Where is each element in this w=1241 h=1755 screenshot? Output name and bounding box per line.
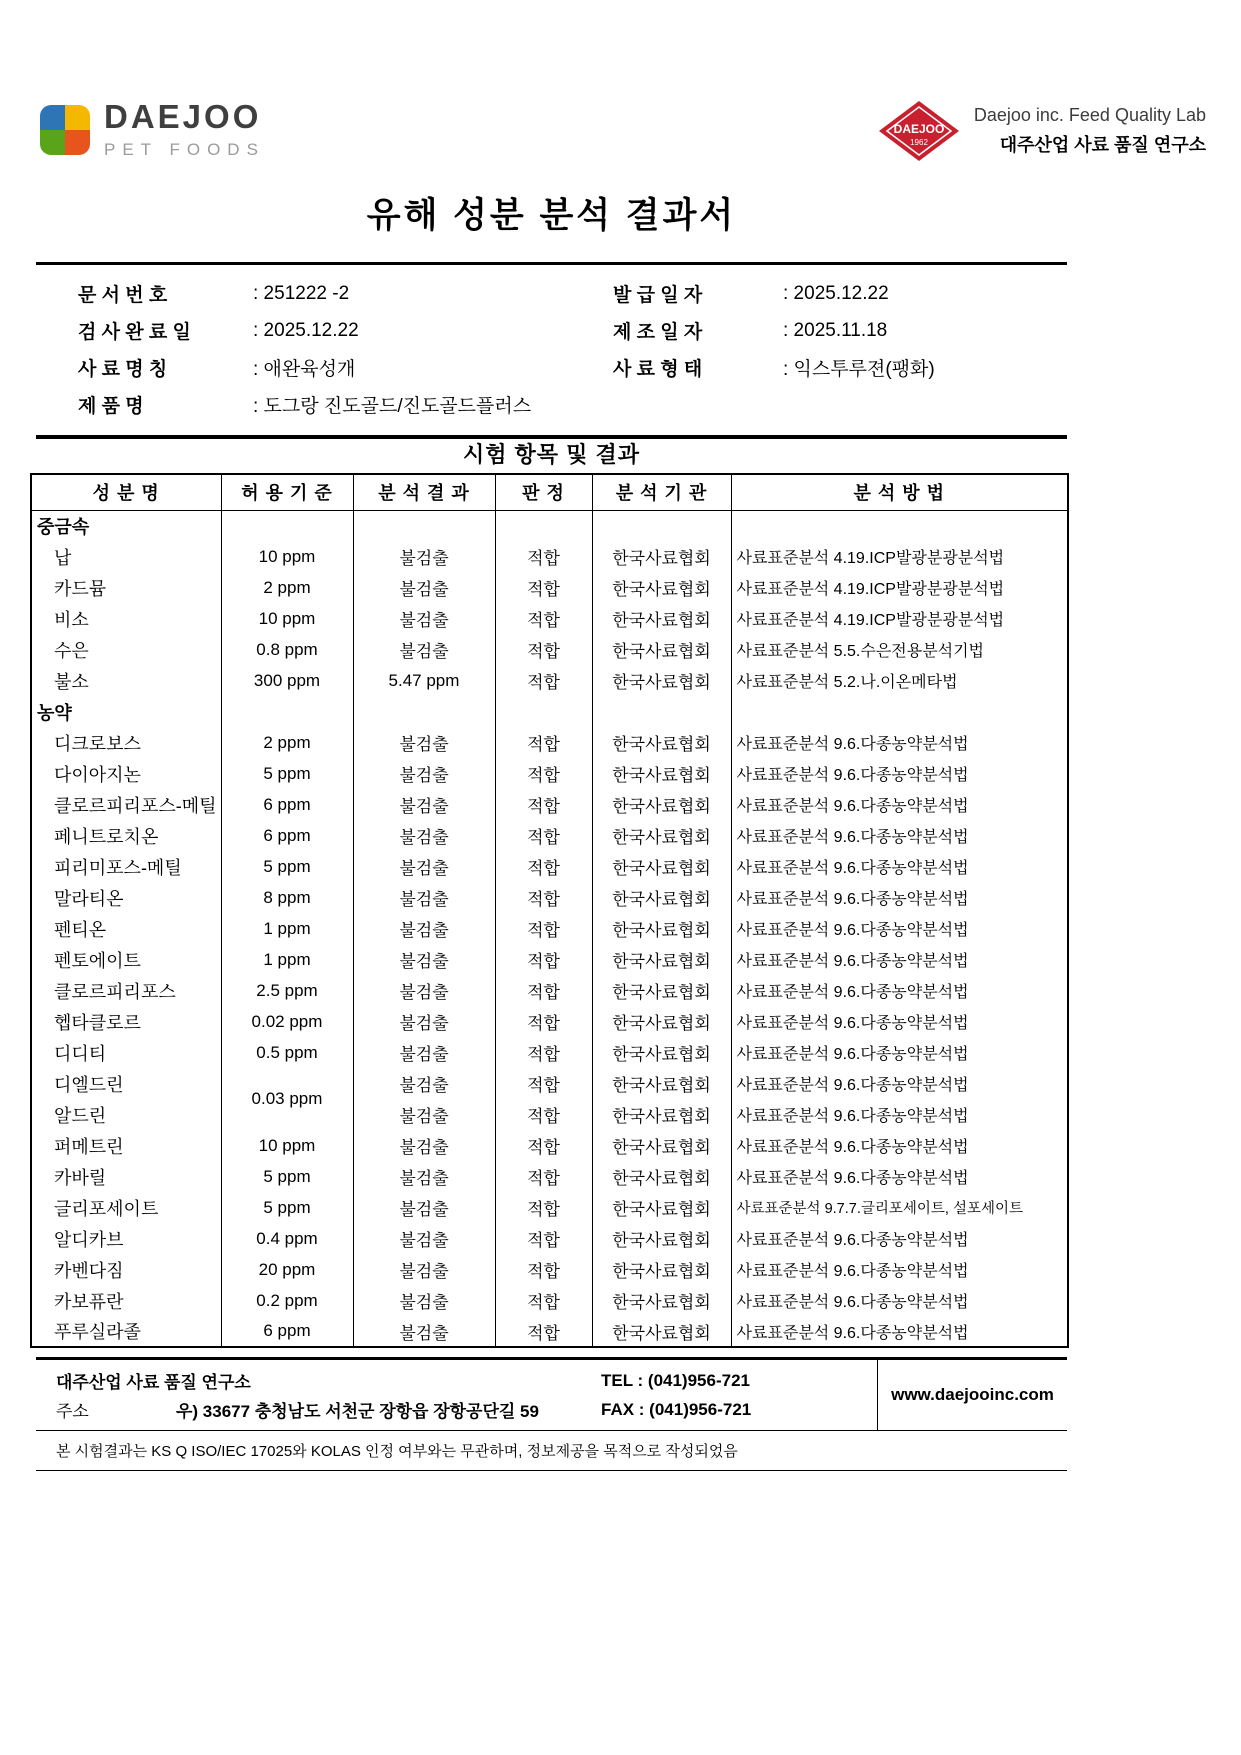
result-cell: 불검출 <box>353 541 495 572</box>
verdict-cell: 적합 <box>495 789 592 820</box>
results-table-body <box>31 510 1068 1347</box>
verdict-cell: 적합 <box>495 1285 592 1316</box>
verdict-cell: 적합 <box>495 882 592 913</box>
org-cell: 한국사료협회 <box>592 789 731 820</box>
method-cell: 사료표준분석 9.6.다종농약분석법 <box>731 851 1068 882</box>
feed-name-label: 사 료 명 칭 <box>78 359 168 380</box>
result-row <box>31 1254 1068 1285</box>
limit-cell: 8 ppm <box>221 882 353 913</box>
result-cell: 불검출 <box>353 975 495 1006</box>
limit-cell: 10 ppm <box>221 1130 353 1161</box>
footer-info <box>36 1360 877 1430</box>
name-cell: 피리미포스-메틸 <box>31 851 221 882</box>
empty-cell <box>353 510 495 541</box>
method-cell: 사료표준분석 9.6.다종농약분석법 <box>731 727 1068 758</box>
result-cell: 불검출 <box>353 1006 495 1037</box>
org-cell: 한국사료협회 <box>592 1037 731 1068</box>
verdict-cell: 적합 <box>495 665 592 696</box>
limit-cell: 0.2 ppm <box>221 1285 353 1316</box>
name-cell: 펜티온 <box>31 913 221 944</box>
footer-website-link[interactable]: www.daejooinc.com <box>877 1360 1067 1430</box>
lab-identity <box>878 100 1206 162</box>
result-row <box>31 1223 1068 1254</box>
verdict-cell: 적합 <box>495 572 592 603</box>
empty-cell <box>495 510 592 541</box>
empty-cell <box>221 510 353 541</box>
verdict-cell: 적합 <box>495 913 592 944</box>
result-cell: 불검출 <box>353 1254 495 1285</box>
col-method-header: 분 석 방 법 <box>731 474 1068 510</box>
result-cell: 불검출 <box>353 572 495 603</box>
test-complete-date-value: : 2025.12.22 <box>253 319 359 341</box>
footer-address: 우) 33677 충청남도 서천군 장항읍 장항공단길 59 <box>176 1402 539 1421</box>
doc-number-label: 문 서 번 호 <box>78 285 168 306</box>
name-cell: 말라티온 <box>31 882 221 913</box>
result-row <box>31 1099 1068 1130</box>
limit-cell: 6 ppm <box>221 789 353 820</box>
limit-cell: 6 ppm <box>221 820 353 851</box>
org-cell: 한국사료협회 <box>592 758 731 789</box>
org-cell: 한국사료협회 <box>592 1254 731 1285</box>
category-label: 농약 <box>31 696 221 727</box>
footer-disclaimer: 본 시험결과는 KS Q ISO/IEC 17025와 KOLAS 인정 여부와는 무관하며, 정보제공을 목적으로 작성되었음 <box>56 1443 738 1460</box>
result-cell: 불검출 <box>353 913 495 944</box>
empty-cell <box>592 696 731 727</box>
org-cell: 한국사료협회 <box>592 541 731 572</box>
name-cell: 디크로보스 <box>31 727 221 758</box>
limit-cell: 5 ppm <box>221 1161 353 1192</box>
name-cell: 푸루실라졸 <box>31 1316 221 1347</box>
limit-cell: 2 ppm <box>221 727 353 758</box>
manufacture-date-value: : 2025.11.18 <box>783 319 888 341</box>
limit-cell: 10 ppm <box>221 603 353 634</box>
result-cell: 불검출 <box>353 758 495 789</box>
verdict-cell: 적합 <box>495 1223 592 1254</box>
issue-date-value: : 2025.12.22 <box>783 282 889 304</box>
issue-date-label: 발 급 일 자 <box>613 285 703 306</box>
test-complete-date-label: 검 사 완 료 일 <box>78 322 191 343</box>
result-row <box>31 1037 1068 1068</box>
empty-cell <box>353 696 495 727</box>
result-row <box>31 789 1068 820</box>
result-row <box>31 1285 1068 1316</box>
limit-cell: 0.03 ppm <box>221 1068 353 1130</box>
lab-text <box>974 105 1206 157</box>
org-cell: 한국사료협회 <box>592 975 731 1006</box>
name-cell: 헵타클로르 <box>31 1006 221 1037</box>
result-cell: 불검출 <box>353 603 495 634</box>
limit-cell: 1 ppm <box>221 944 353 975</box>
verdict-cell: 적합 <box>495 1068 592 1099</box>
limit-cell: 0.02 ppm <box>221 1006 353 1037</box>
name-cell: 디디티 <box>31 1037 221 1068</box>
name-cell: 디엘드린 <box>31 1068 221 1099</box>
verdict-cell: 적합 <box>495 634 592 665</box>
verdict-cell: 적합 <box>495 1254 592 1285</box>
feed-name-value: : 애완육성개 <box>253 359 356 380</box>
name-cell: 불소 <box>31 665 221 696</box>
name-cell: 납 <box>31 541 221 572</box>
manufacture-date-label: 제 조 일 자 <box>613 322 703 343</box>
org-cell: 한국사료협회 <box>592 1099 731 1130</box>
method-cell: 사료표준분석 9.6.다종농약분석법 <box>731 1130 1068 1161</box>
product-name-label: 제 품 명 <box>78 396 144 417</box>
org-cell: 한국사료협회 <box>592 913 731 944</box>
limit-cell: 20 ppm <box>221 1254 353 1285</box>
table-header-row <box>31 474 1068 510</box>
doc-number-value: : 251222 -2 <box>253 282 350 304</box>
org-cell: 한국사료협회 <box>592 820 731 851</box>
method-cell: 사료표준분석 9.6.다종농약분석법 <box>731 1006 1068 1037</box>
method-cell: 사료표준분석 9.6.다종농약분석법 <box>731 1254 1068 1285</box>
svg-text:1962: 1962 <box>909 138 928 147</box>
org-cell: 한국사료협회 <box>592 727 731 758</box>
result-row <box>31 572 1068 603</box>
method-cell: 사료표준분석 9.6.다종농약분석법 <box>731 1223 1068 1254</box>
empty-cell <box>495 696 592 727</box>
header <box>40 100 1206 162</box>
result-row <box>31 758 1068 789</box>
doc-info-row <box>36 312 1067 349</box>
limit-cell: 10 ppm <box>221 541 353 572</box>
result-cell: 불검출 <box>353 882 495 913</box>
result-cell: 5.47 ppm <box>353 665 495 696</box>
brand-name: DAEJOO <box>104 98 262 135</box>
method-cell: 사료표준분석 9.6.다종농약분석법 <box>731 820 1068 851</box>
name-cell: 클로르피리포스 <box>31 975 221 1006</box>
result-row <box>31 882 1068 913</box>
result-cell: 불검출 <box>353 1068 495 1099</box>
method-cell: 사료표준분석 9.6.다종농약분석법 <box>731 882 1068 913</box>
name-cell: 카벤다짐 <box>31 1254 221 1285</box>
name-cell: 펜토에이트 <box>31 944 221 975</box>
limit-cell: 5 ppm <box>221 758 353 789</box>
footer-fax: FAX : (041)956-721 <box>601 1399 752 1419</box>
empty-cell <box>731 696 1068 727</box>
footer <box>36 1357 1067 1471</box>
result-row <box>31 665 1068 696</box>
svg-text:DAEJOO: DAEJOO <box>893 122 945 136</box>
col-verdict-header: 판 정 <box>495 474 592 510</box>
org-cell: 한국사료협회 <box>592 634 731 665</box>
method-cell: 사료표준분석 9.6.다종농약분석법 <box>731 975 1068 1006</box>
method-cell: 사료표준분석 9.7.7.글리포세이트, 설포세이트 <box>731 1192 1068 1223</box>
verdict-cell: 적합 <box>495 1006 592 1037</box>
result-cell: 불검출 <box>353 851 495 882</box>
method-cell: 사료표준분석 9.6.다종농약분석법 <box>731 1161 1068 1192</box>
result-row <box>31 944 1068 975</box>
footer-lab-name: 대주산업 사료 품질 연구소 <box>56 1373 251 1392</box>
limit-cell: 0.8 ppm <box>221 634 353 665</box>
org-cell: 한국사료협회 <box>592 603 731 634</box>
category-row <box>31 510 1068 541</box>
limit-cell: 6 ppm <box>221 1316 353 1347</box>
empty-cell <box>221 696 353 727</box>
col-result-header: 분 석 결 과 <box>353 474 495 510</box>
col-limit-header: 허 용 기 준 <box>221 474 353 510</box>
lab-name-korean: 대주산업 사료 품질 연구소 <box>999 135 1206 155</box>
footer-contact-block <box>36 1360 1067 1431</box>
result-row <box>31 1068 1068 1099</box>
verdict-cell: 적합 <box>495 1192 592 1223</box>
daejoo-seal-icon <box>878 100 960 162</box>
result-cell: 불검출 <box>353 1037 495 1068</box>
name-cell: 다이아지논 <box>31 758 221 789</box>
footer-tel: TEL : (041)956-721 <box>601 1370 750 1390</box>
result-row <box>31 851 1068 882</box>
method-cell: 사료표준분석 5.5.수은전용분석기법 <box>731 634 1068 665</box>
result-row <box>31 603 1068 634</box>
result-cell: 불검출 <box>353 634 495 665</box>
method-cell: 사료표준분석 5.2.나.이온메타법 <box>731 665 1068 696</box>
brand-text <box>104 100 265 160</box>
category-label: 중금속 <box>31 510 221 541</box>
verdict-cell: 적합 <box>495 975 592 1006</box>
footer-row <box>56 1366 877 1395</box>
name-cell: 비소 <box>31 603 221 634</box>
result-row <box>31 1316 1068 1347</box>
method-cell: 사료표준분석 4.19.ICP발광분광분석법 <box>731 572 1068 603</box>
limit-cell: 5 ppm <box>221 851 353 882</box>
name-cell: 퍼메트린 <box>31 1130 221 1161</box>
result-cell: 불검출 <box>353 820 495 851</box>
result-cell: 불검출 <box>353 944 495 975</box>
name-cell: 페니트로치온 <box>31 820 221 851</box>
org-cell: 한국사료협회 <box>592 1285 731 1316</box>
result-cell: 불검출 <box>353 1285 495 1316</box>
org-cell: 한국사료협회 <box>592 1068 731 1099</box>
verdict-cell: 적합 <box>495 1130 592 1161</box>
method-cell: 사료표준분석 9.6.다종농약분석법 <box>731 758 1068 789</box>
name-cell: 글리포세이트 <box>31 1192 221 1223</box>
verdict-cell: 적합 <box>495 758 592 789</box>
col-name-header: 성 분 명 <box>31 474 221 510</box>
result-cell: 불검출 <box>353 1316 495 1347</box>
verdict-cell: 적합 <box>495 603 592 634</box>
empty-cell <box>592 510 731 541</box>
result-cell: 불검출 <box>353 1099 495 1130</box>
method-cell: 사료표준분석 4.19.ICP발광분광분석법 <box>731 603 1068 634</box>
org-cell: 한국사료협회 <box>592 1316 731 1347</box>
method-cell: 사료표준분석 9.6.다종농약분석법 <box>731 1037 1068 1068</box>
document-info <box>36 262 1067 439</box>
section-title: 시험 항목 및 결과 <box>462 442 641 467</box>
name-cell: 알디카브 <box>31 1223 221 1254</box>
brand-logo-icon <box>40 105 90 155</box>
verdict-cell: 적합 <box>495 727 592 758</box>
result-row <box>31 541 1068 572</box>
limit-cell: 300 ppm <box>221 665 353 696</box>
result-row <box>31 1130 1068 1161</box>
org-cell: 한국사료협회 <box>592 665 731 696</box>
verdict-cell: 적합 <box>495 851 592 882</box>
footer-row <box>56 1395 877 1424</box>
limit-cell: 0.5 ppm <box>221 1037 353 1068</box>
col-org-header: 분 석 기 관 <box>592 474 731 510</box>
product-name-value: : 도그랑 진도골드/진도골드플러스 <box>253 396 532 417</box>
result-cell: 불검출 <box>353 1130 495 1161</box>
org-cell: 한국사료협회 <box>592 572 731 603</box>
empty-cell <box>731 510 1068 541</box>
limit-cell: 2.5 ppm <box>221 975 353 1006</box>
name-cell: 알드린 <box>31 1099 221 1130</box>
result-row <box>31 634 1068 665</box>
method-cell: 사료표준분석 4.19.ICP발광분광분석법 <box>731 541 1068 572</box>
result-row <box>31 913 1068 944</box>
result-row <box>31 820 1068 851</box>
name-cell: 카보퓨란 <box>31 1285 221 1316</box>
method-cell: 사료표준분석 9.6.다종농약분석법 <box>731 1068 1068 1099</box>
name-cell: 카드뮴 <box>31 572 221 603</box>
verdict-cell: 적합 <box>495 1099 592 1130</box>
page-title: 유해 성분 분석 결과서 <box>366 196 737 235</box>
org-cell: 한국사료협회 <box>592 944 731 975</box>
org-cell: 한국사료협회 <box>592 1223 731 1254</box>
verdict-cell: 적합 <box>495 541 592 572</box>
limit-cell: 1 ppm <box>221 913 353 944</box>
result-row <box>31 1161 1068 1192</box>
feed-type-value: : 익스투루젼(팽화) <box>783 359 935 380</box>
verdict-cell: 적합 <box>495 820 592 851</box>
name-cell: 클로르피리포스-메틸 <box>31 789 221 820</box>
verdict-cell: 적합 <box>495 944 592 975</box>
doc-info-row <box>36 275 1067 312</box>
lab-name-english: Daejoo inc. Feed Quality Lab <box>973 105 1206 125</box>
org-cell: 한국사료협회 <box>592 1161 731 1192</box>
verdict-cell: 적합 <box>495 1161 592 1192</box>
method-cell: 사료표준분석 9.6.다종농약분석법 <box>731 789 1068 820</box>
results-table <box>30 473 1069 1348</box>
result-cell: 불검출 <box>353 1223 495 1254</box>
footer-address-label: 주소 <box>56 1402 89 1421</box>
org-cell: 한국사료협회 <box>592 851 731 882</box>
result-cell: 불검출 <box>353 1161 495 1192</box>
limit-cell: 5 ppm <box>221 1192 353 1223</box>
org-cell: 한국사료협회 <box>592 1130 731 1161</box>
result-cell: 불검출 <box>353 1192 495 1223</box>
result-row <box>31 1192 1068 1223</box>
org-cell: 한국사료협회 <box>592 1006 731 1037</box>
method-cell: 사료표준분석 9.6.다종농약분석법 <box>731 1099 1068 1130</box>
method-cell: 사료표준분석 9.6.다종농약분석법 <box>731 944 1068 975</box>
result-row <box>31 727 1068 758</box>
category-row <box>31 696 1068 727</box>
result-row <box>31 975 1068 1006</box>
brand-logo <box>40 100 265 160</box>
verdict-cell: 적합 <box>495 1316 592 1347</box>
verdict-cell: 적합 <box>495 1037 592 1068</box>
limit-cell: 2 ppm <box>221 572 353 603</box>
method-cell: 사료표준분석 9.6.다종농약분석법 <box>731 1285 1068 1316</box>
org-cell: 한국사료협회 <box>592 1192 731 1223</box>
org-cell: 한국사료협회 <box>592 882 731 913</box>
brand-subtitle: PET FOODS <box>104 140 265 159</box>
doc-info-row <box>36 386 1067 423</box>
feed-type-label: 사 료 형 태 <box>613 359 703 380</box>
limit-cell: 0.4 ppm <box>221 1223 353 1254</box>
method-cell: 사료표준분석 9.6.다종농약분석법 <box>731 913 1068 944</box>
name-cell: 수은 <box>31 634 221 665</box>
method-cell: 사료표준분석 9.6.다종농약분석법 <box>731 1316 1068 1347</box>
name-cell: 카바릴 <box>31 1161 221 1192</box>
doc-info-row <box>36 349 1067 386</box>
result-row <box>31 1006 1068 1037</box>
result-cell: 불검출 <box>353 727 495 758</box>
result-cell: 불검출 <box>353 789 495 820</box>
